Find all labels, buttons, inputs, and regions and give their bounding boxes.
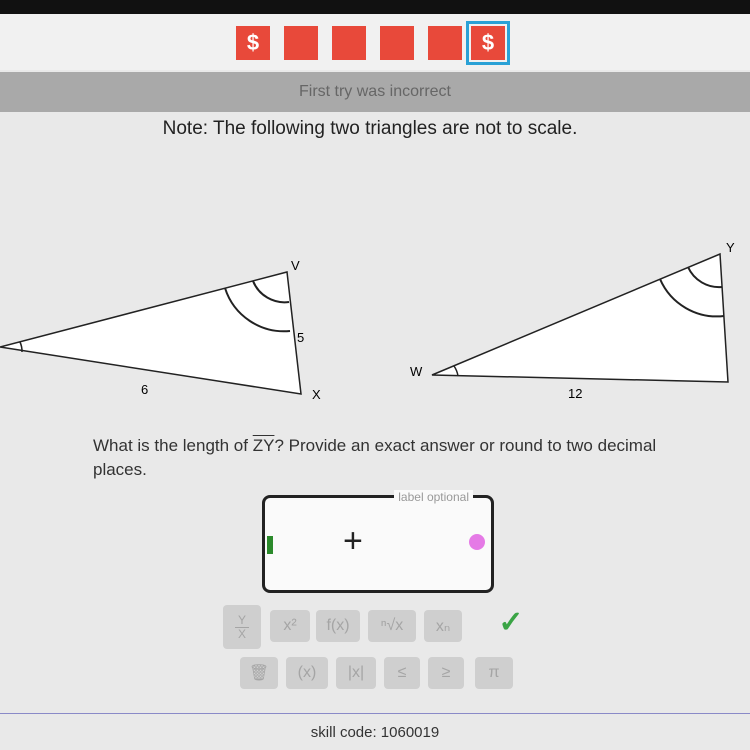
progress-box-2 xyxy=(284,26,318,60)
progress-bar xyxy=(0,14,750,70)
answer-input[interactable] xyxy=(262,490,494,593)
fraction-button[interactable] xyxy=(223,605,261,649)
greater-equal-button[interactable]: ≥ xyxy=(428,657,464,689)
progress-box-5 xyxy=(428,26,462,60)
function-button[interactable]: f(x) xyxy=(316,610,360,642)
label-v: V xyxy=(291,258,300,273)
label-side-5: 5 xyxy=(297,330,305,345)
status-dot xyxy=(469,534,485,550)
parentheses-button[interactable]: (x) xyxy=(286,657,328,689)
fraction-bottom: X xyxy=(237,626,246,641)
root-button[interactable]: ⁿ√x xyxy=(368,610,416,642)
note-text: Note: The following two triangles are not to scale. xyxy=(162,118,578,139)
less-equal-button[interactable]: ≤ xyxy=(384,657,420,689)
trash-icon[interactable]: 🗑 xyxy=(240,657,278,689)
submit-check-button[interactable]: ✓ xyxy=(498,605,524,639)
power-button[interactable]: x² xyxy=(270,610,310,642)
question-suffix: ? Provide an exact answer or round to two decimal places. xyxy=(93,436,657,479)
cursor-marker xyxy=(267,536,273,554)
top-dark-strip xyxy=(0,0,750,14)
feedback-banner xyxy=(0,72,750,112)
left-triangle xyxy=(0,272,301,394)
question-prefix: What is the length of xyxy=(93,436,253,455)
subscript-button[interactable]: xₙ xyxy=(424,610,462,642)
label-side-6: 6 xyxy=(141,382,149,397)
progress-box-1: $ xyxy=(236,26,270,60)
progress-box-current: $ xyxy=(471,26,505,60)
label-x: X xyxy=(312,387,321,402)
question-text xyxy=(93,434,693,482)
label-w: W xyxy=(410,364,423,379)
segment-zy: $\overline{ZY}$ xyxy=(252,436,275,455)
progress-box-3 xyxy=(332,26,366,60)
pi-button[interactable]: π xyxy=(475,657,513,689)
right-triangle xyxy=(432,254,728,382)
footer-divider xyxy=(0,713,750,714)
label-optional[interactable]: label optional xyxy=(394,490,473,504)
triangles-figure xyxy=(0,240,750,420)
skill-code: skill code: 1060019 xyxy=(310,724,440,741)
absolute-value-button[interactable]: |x| xyxy=(336,657,376,689)
plus-icon[interactable]: + xyxy=(343,522,363,560)
feedback-text: First try was incorrect xyxy=(298,83,451,100)
label-side-12: 12 xyxy=(568,386,583,401)
label-y: Y xyxy=(726,240,735,255)
progress-box-4 xyxy=(380,26,414,60)
fraction-top: Y xyxy=(237,612,246,627)
